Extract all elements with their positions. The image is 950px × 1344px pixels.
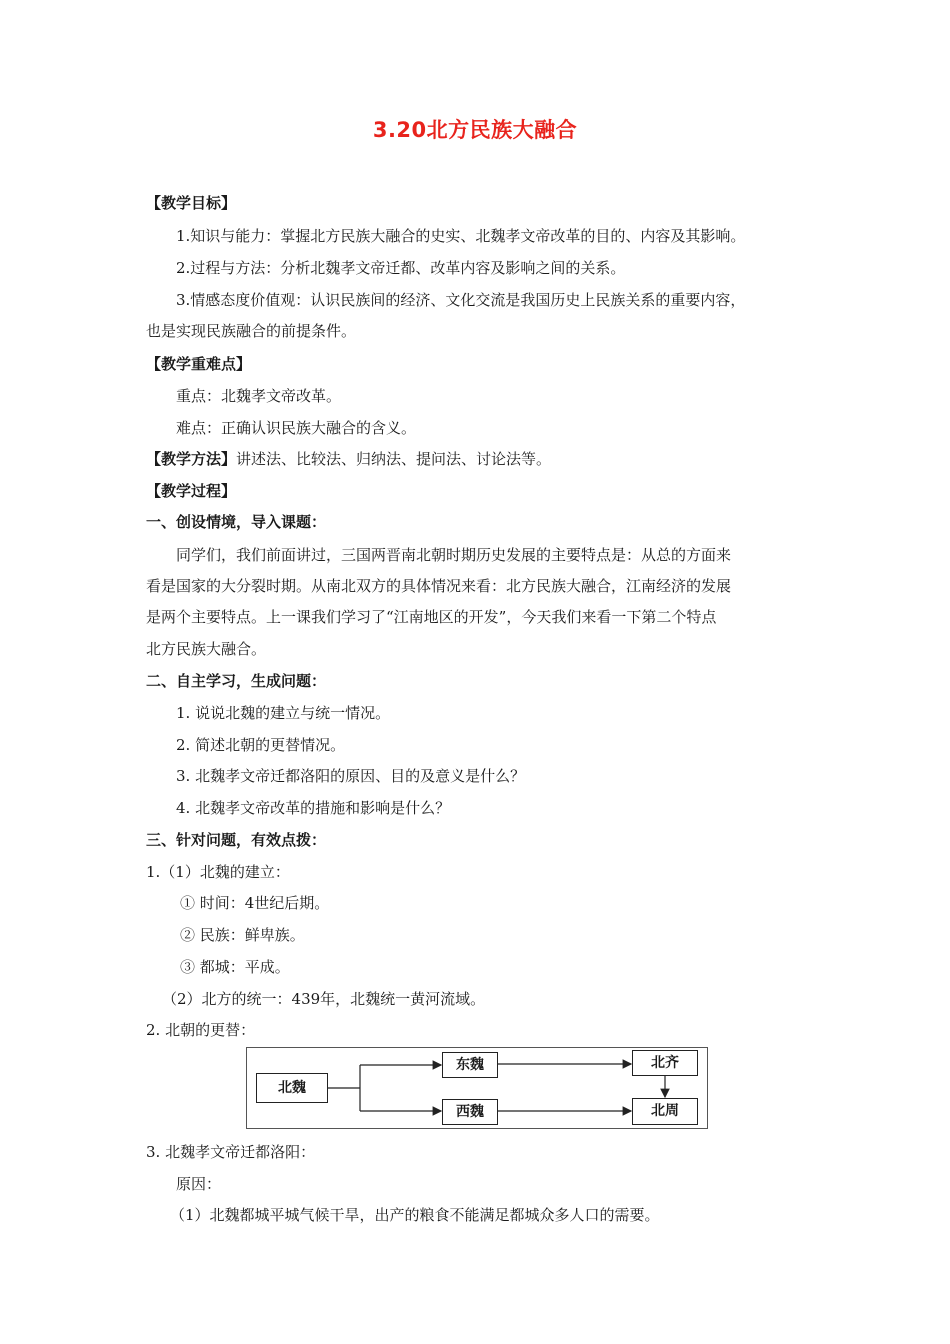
goal-2: 2.过程与方法：分析北魏孝文帝迁都、改革内容及影响之间的关系。 xyxy=(176,259,626,277)
goal-3a: 3.情感态度价值观：认识民族间的经济、文化交流是我国历史上民族关系的重要内容， xyxy=(176,291,746,309)
reason-label: 原因： xyxy=(176,1175,222,1193)
process-heading: 【教学过程】 xyxy=(146,482,237,500)
answer-1: 1.（1）北魏的建立： xyxy=(146,863,290,881)
answer-2: 2. 北朝的更替： xyxy=(146,1021,256,1039)
question-4: 4. 北魏孝文帝改革的措施和影响是什么？ xyxy=(176,799,451,817)
part1-p3: 是两个主要特点。上一课我们学习了“江南地区的开发”，今天我们来看一下第二个特点 xyxy=(146,608,717,626)
difficult-point: 难点：正确认识民族大融合的含义。 xyxy=(176,419,417,437)
part1-heading: 一、创设情境，导入课题： xyxy=(146,513,327,531)
node-xiwei: 西魏 xyxy=(442,1099,498,1125)
part2-heading: 二、自主学习，生成问题： xyxy=(146,672,327,690)
question-3: 3. 北魏孝文帝迁都洛阳的原因、目的及意义是什么？ xyxy=(176,767,526,785)
part3-heading: 三、针对问题，有效点拨： xyxy=(146,831,327,849)
part1-p1: 同学们，我们前面讲过，三国两晋南北朝时期历史发展的主要特点是：从总的方面来 xyxy=(176,546,732,564)
goal-3b: 也是实现民族融合的前提条件。 xyxy=(146,322,357,340)
node-dongwei: 东魏 xyxy=(442,1052,498,1078)
question-1: 1. 说说北魏的建立与统一情况。 xyxy=(176,704,391,722)
key-point: 重点：北魏孝文帝改革。 xyxy=(176,387,342,405)
page-title: 3.20北方民族大融合 xyxy=(372,118,578,142)
node-beiqi: 北齐 xyxy=(632,1050,698,1076)
answer-1-unify: （2）北方的统一：439年，北魏统一黄河流域。 xyxy=(162,990,486,1008)
node-beizhou: 北周 xyxy=(632,1098,698,1125)
node-beiwei: 北魏 xyxy=(256,1073,328,1103)
dynasty-succession-diagram xyxy=(246,1047,708,1129)
method-heading: 【教学方法】 xyxy=(146,450,237,468)
reason-1: （1）北魏都城平城气候干旱，出产的粮食不能满足都城众多人口的需要。 xyxy=(170,1206,660,1224)
answer-1-ethnic: ② 民族：鲜卑族。 xyxy=(180,926,305,944)
part1-p4: 北方民族大融合。 xyxy=(146,640,267,658)
method-line xyxy=(146,448,551,470)
answer-3: 3. 北魏孝文帝迁都洛阳： xyxy=(146,1143,316,1161)
question-2: 2. 简述北朝的更替情况。 xyxy=(176,736,346,754)
answer-1-capital: ③ 都城：平成。 xyxy=(180,958,290,976)
goal-1: 1.知识与能力：掌握北方民族大融合的史实、北魏孝文帝改革的目的、内容及其影响。 xyxy=(176,227,746,245)
part1-p2: 看是国家的大分裂时期。从南北双方的具体情况来看：北方民族大融合，江南经济的发展 xyxy=(146,577,732,595)
answer-1-time: ① 时间：4世纪后期。 xyxy=(180,894,330,912)
goals-heading: 【教学目标】 xyxy=(146,194,237,212)
method-text: 讲述法、比较法、归纳法、提问法、讨论法等。 xyxy=(236,450,552,468)
key-heading: 【教学重难点】 xyxy=(146,355,252,373)
